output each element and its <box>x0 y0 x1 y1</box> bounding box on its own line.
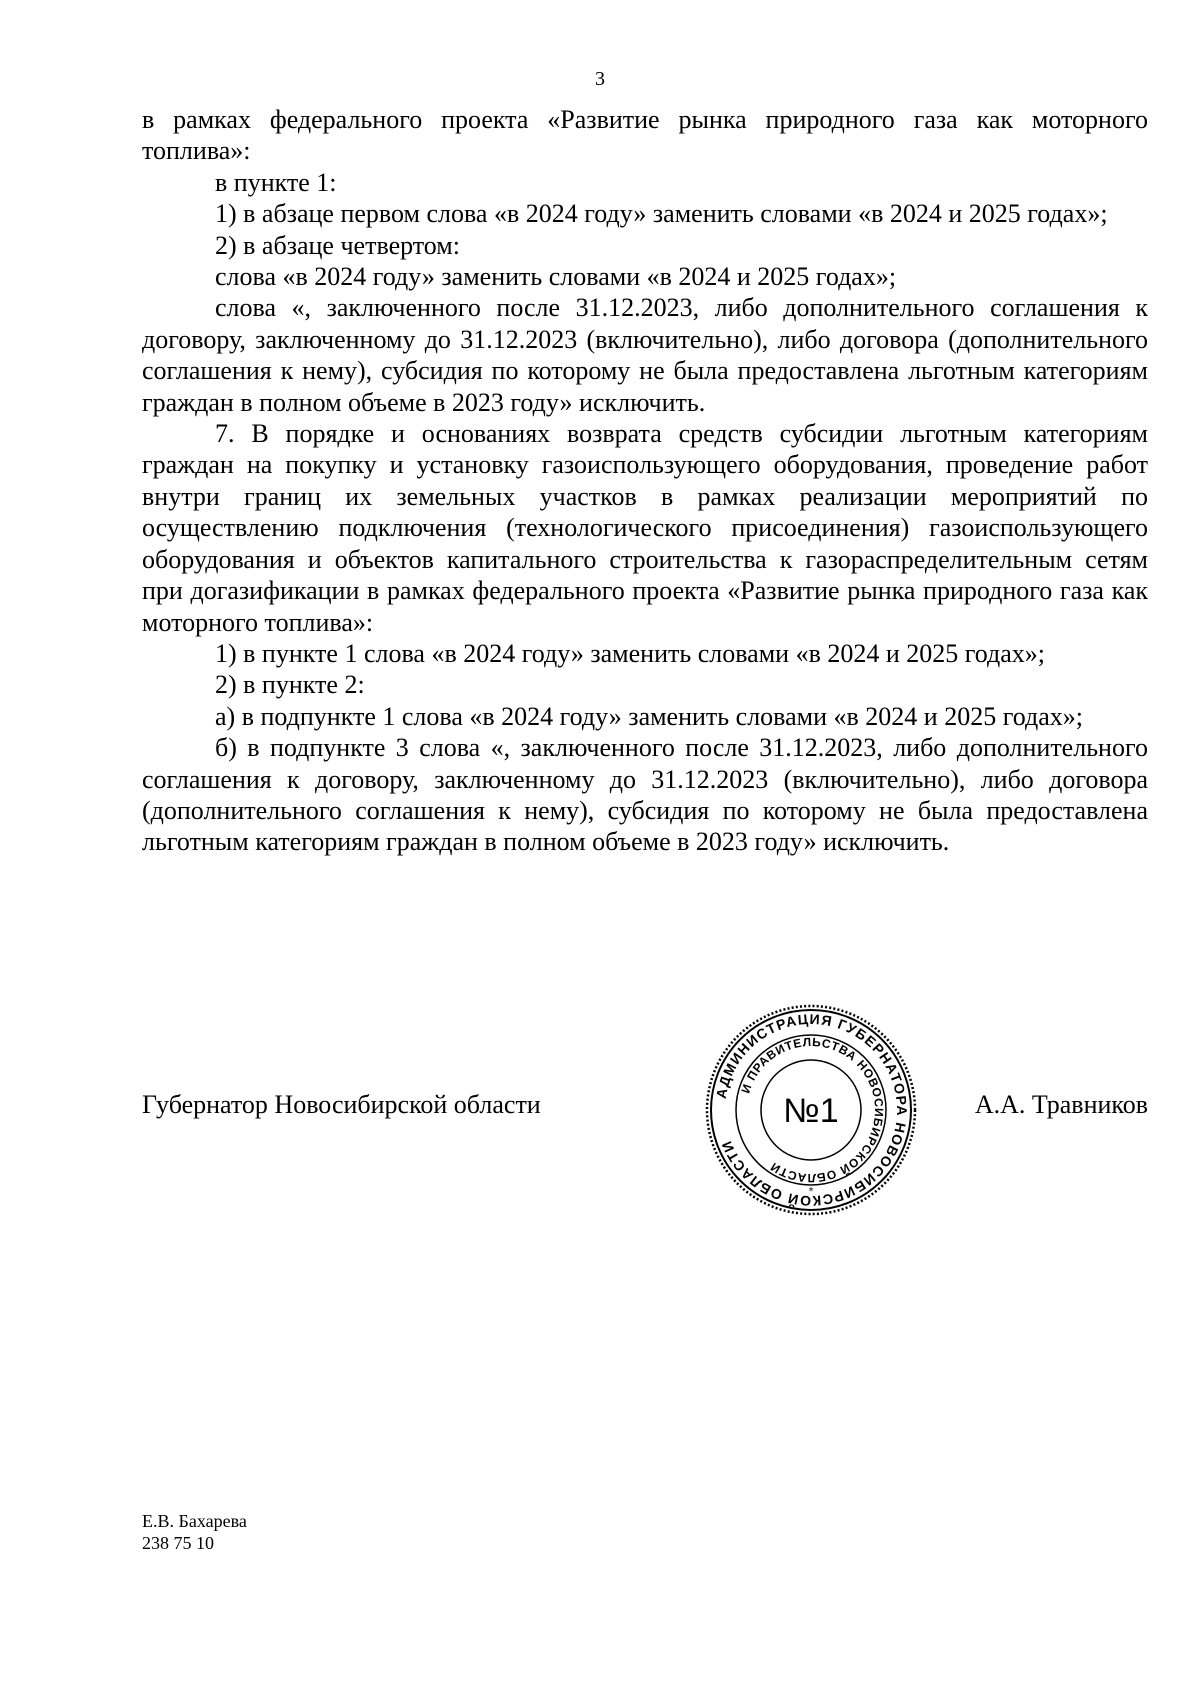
page-number: 3 <box>595 68 605 90</box>
paragraph-point-1-heading: в пункте 1: <box>215 167 337 197</box>
seal-inner-text: И ПРАВИТЕЛЬСТВА НОВОСИБИРСКОЙ ОБЛАСТИ <box>738 1034 887 1186</box>
executor-phone: 238 75 10 <box>142 1533 214 1553</box>
paragraph-words-replace: слова «в 2024 году» заменить словами «в 2024 и 2025 годах»; <box>215 262 897 292</box>
signatory-name: А.А. Травников <box>974 1090 1148 1119</box>
paragraph-section-7: 7. В порядке и основаниях возврата средств субсидии льготным категориям граждан на покупку и установку газоиспользующего оборудования, проведение работ внутри границ их земельных участков в рамках реализации мероприятий по осуществлению подключения (технологического присоединения) газоиспользующего оборудования и объектов капитального строительства к газораспределительным сетям при догазификации в рамках федерального проекта «Развитие рынка природного газа как моторного топлива»: <box>142 419 1148 637</box>
paragraph-subpoint-a: а) в подпункте 1 слова «в 2024 году» заменить словами «в 2024 и 2025 годах»; <box>215 701 1083 731</box>
signature-block <box>142 1085 1148 1125</box>
seal-center-text: №1 <box>783 1092 839 1130</box>
paragraph-subpoint-b: б) в подпункте 3 слова «, заключенного после 31.12.2023, либо дополнительного соглашения к договору, заключенному до 31.12.2023 (включительно), либо договора (дополнительного соглашения к нему), субсидия по которому не была предоставлена льготным категориям граждан в полном объеме в 2023 году» исключить. <box>142 733 1148 857</box>
paragraph-project-continuation: в рамках федерального проекта «Развитие рынка природного газа как моторного топлива»: <box>142 105 1148 166</box>
paragraph-point-1-replace: 1) в пункте 1 слова «в 2024 году» заменить словами «в 2024 и 2025 годах»; <box>215 638 1046 668</box>
paragraph-words-exclude: слова «, заключенного после 31.12.2023, либо дополнительного соглашения к договору, заключенному до 31.12.2023 (включительно), либо договора (дополнительного соглашения к нему), субсидия по которому не была предоставлена льготным категориям граждан в полном объеме в 2023 году» исключить. <box>142 293 1148 417</box>
executor-name: Е.В. Бахарева <box>142 1511 247 1531</box>
seal-outer-text: АДМИНИСТРАЦИЯ ГУБЕРНАТОРА НОВОСИБИРСКОЙ ОБЛАСТИ <box>712 1010 911 1210</box>
paragraph-point-2-heading: 2) в пункте 2: <box>215 670 365 700</box>
paragraph-item-1-first-abzac: 1) в абзаце первом слова «в 2024 году» заменить словами «в 2024 и 2025 годах»; <box>215 199 1108 229</box>
paragraph-item-2-fourth-abzac: 2) в абзаце четвертом: <box>215 230 460 260</box>
footer-executor <box>142 1510 247 1554</box>
signatory-title: Губернатор Новосибирской области <box>142 1090 541 1119</box>
official-seal-stamp <box>705 1004 917 1216</box>
document-body <box>142 104 1148 858</box>
seal-star-icon: * <box>808 1186 814 1197</box>
